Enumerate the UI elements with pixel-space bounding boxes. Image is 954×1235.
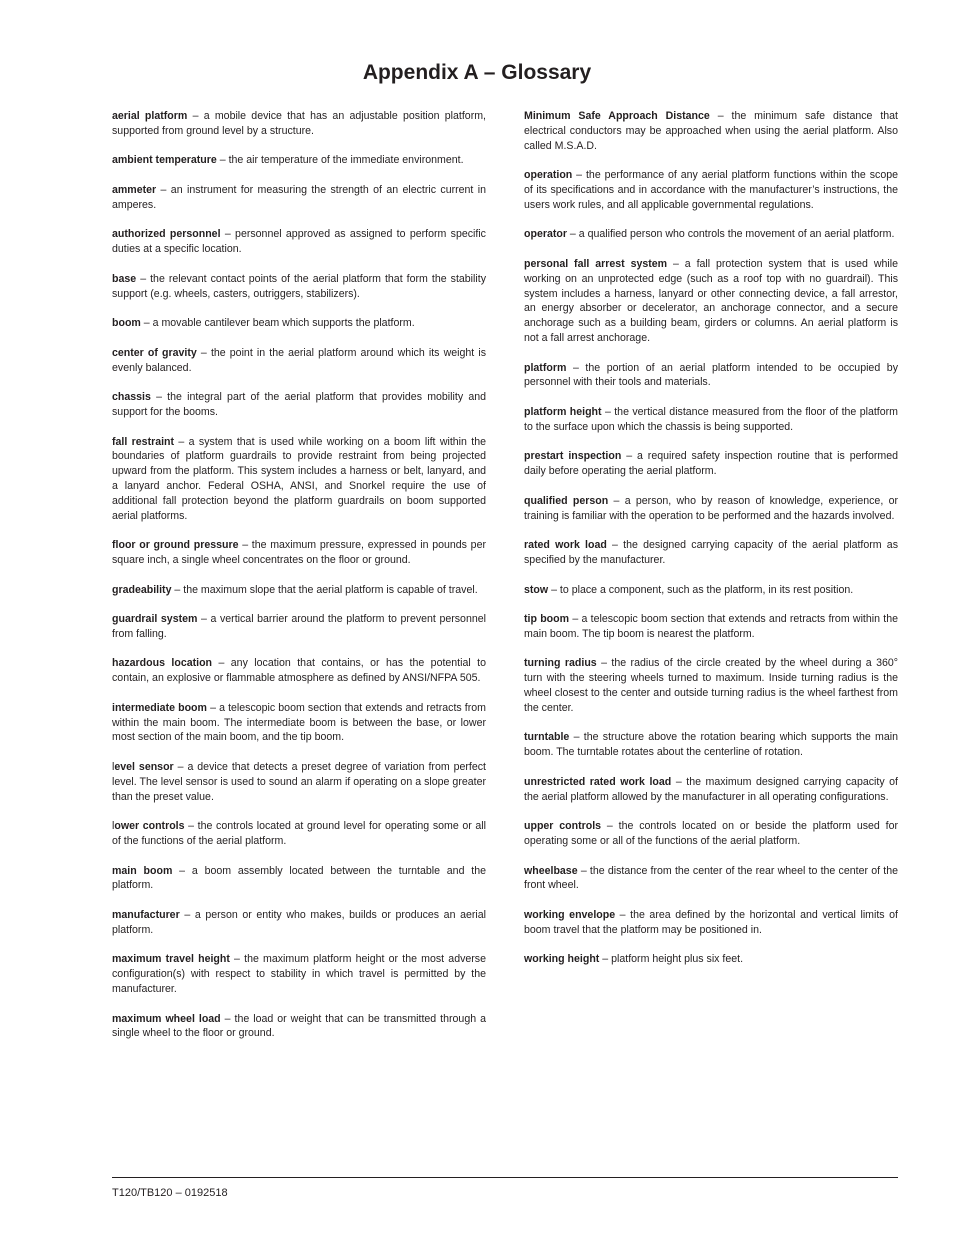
glossary-definition: – an instrument for measuring the strength of an electric current in amperes. <box>112 183 486 211</box>
footer-document-number: T120/TB120 – 0192518 <box>112 1187 228 1199</box>
glossary-entry <box>524 227 898 242</box>
glossary-term: ambient temperature <box>112 154 217 167</box>
glossary-definition: – platform height plus six feet. <box>599 953 744 966</box>
glossary-definition: – a system that is used while working on a boom lift within the boundaries of platform guardrails to provide restraint from being projected upward from the platform. This system includes a harness or belt, lanyard, and a lanyard anchor. Federal OSHA, ANSI, and Snorkel require the use of additional fall protection beyond the platform guardrails on boom supported aerial platforms. <box>112 435 486 522</box>
glossary-term: rated work load <box>524 539 607 552</box>
glossary-term: qualified person <box>524 494 609 507</box>
glossary-entry <box>112 760 486 804</box>
glossary-entry <box>112 346 486 376</box>
glossary-entry <box>524 494 898 524</box>
glossary-term: intermediate boom <box>112 701 207 714</box>
glossary-definition: – the maximum slope that the aerial platform is capable of travel. <box>171 583 478 596</box>
glossary-term: ammeter <box>112 183 157 196</box>
glossary-definition: – the controls located at ground level for operating some or all of the functions of the aerial platform. <box>112 820 486 848</box>
glossary-entry <box>524 583 898 598</box>
glossary-entry <box>524 730 898 760</box>
glossary-term: personal fall arrest system <box>524 257 668 270</box>
glossary-definition: – a qualified person who controls the movement of an aerial platform. <box>566 228 895 241</box>
glossary-entry <box>112 390 486 420</box>
glossary-entry <box>112 538 486 568</box>
glossary-definition: – a movable cantilever beam which supports the platform. <box>140 317 415 330</box>
glossary-entry <box>524 775 898 805</box>
glossary-term: ower controls <box>114 820 185 833</box>
glossary-definition: – the controls located on or beside the platform used for operating some or all of the functions of the aerial platform. <box>524 820 899 848</box>
glossary-entry <box>112 656 486 686</box>
glossary-entry <box>524 449 898 479</box>
glossary-term: hazardous location <box>112 657 213 670</box>
glossary-entry <box>524 908 898 938</box>
glossary-entry <box>524 864 898 894</box>
glossary-entry <box>524 538 898 568</box>
glossary-entry <box>524 257 898 346</box>
glossary-term: evel sensor <box>114 761 174 774</box>
glossary-term: turntable <box>524 731 570 744</box>
glossary-definition: – the portion of an aerial platform intended to be occupied by personnel with their tools and materials. <box>524 361 898 389</box>
glossary-entry <box>112 272 486 302</box>
glossary-term: fall restraint <box>112 435 175 448</box>
glossary-definition: – the maximum platform height or the most adverse configuration(s) with respect to stability in which travel is permitted by the manufacturer. <box>112 953 486 996</box>
glossary-definition: – a person or entity who makes, builds or produces an aerial platform. <box>112 909 486 936</box>
glossary-term: turning radius <box>524 657 597 670</box>
glossary-entry <box>112 701 486 745</box>
glossary-entry <box>112 864 486 894</box>
glossary-definition: – the distance from the center of the rear wheel to the center of the front wheel. <box>524 864 898 892</box>
glossary-entry <box>524 405 898 435</box>
glossary-entry <box>112 153 486 168</box>
glossary-term-prefix: l <box>112 820 115 833</box>
glossary-definition: – any location that contains, or has the potential to contain, an explosive or flammable atmosphere as defined by ANSI/NFPA 505. <box>112 657 486 685</box>
glossary-column-left <box>112 109 486 1056</box>
glossary-term: chassis <box>112 391 151 404</box>
glossary-definition: – the air temperature of the immediate environment. <box>216 154 464 167</box>
glossary-definition: – a person, who by reason of knowledge, experience, or training is familiar with the operation to be performed and the hazards involved. <box>524 494 898 522</box>
page-title: Appendix A – Glossary <box>362 61 592 84</box>
glossary-definition: – the point in the aerial platform around which its weight is evenly balanced. <box>112 346 486 374</box>
glossary-term: authorized personnel <box>112 228 221 241</box>
glossary-definition: – the relevant contact points of the aerial platform that form the stability support (e.g. wheels, casters, outriggers, stabilizers). <box>112 272 486 300</box>
glossary-term: operation <box>524 169 573 182</box>
glossary-term: manufacturer <box>112 909 180 922</box>
glossary-term: prestart inspection <box>524 450 622 463</box>
glossary-entry <box>112 908 486 938</box>
glossary-term: platform <box>524 361 567 374</box>
glossary-term: maximum wheel load <box>112 1012 221 1025</box>
glossary-term: aerial platform <box>112 110 188 122</box>
glossary-term-prefix: l <box>112 761 115 774</box>
glossary-entry <box>112 227 486 257</box>
glossary-definition: – personnel approved as assigned to perform specific duties at a specific location. <box>112 228 486 256</box>
glossary-term: main boom <box>112 864 173 877</box>
glossary-term: gradeability <box>112 583 172 596</box>
glossary-term: floor or ground pressure <box>112 539 239 552</box>
glossary-term: boom <box>112 317 141 330</box>
glossary-definition: – a boom assembly located between the turntable and the platform. <box>112 864 486 892</box>
glossary-entry <box>524 168 898 212</box>
glossary-entry <box>112 109 486 139</box>
glossary-entry <box>524 952 898 967</box>
glossary-term: unrestricted rated work load <box>524 775 672 788</box>
glossary-definition: – a vertical barrier around the platform to prevent personnel from falling. <box>112 613 486 640</box>
glossary-definition: – the load or weight that can be transmitted through a single wheel to the floor or ground. <box>112 1012 486 1040</box>
glossary-entry <box>112 435 486 524</box>
glossary-entry <box>524 361 898 391</box>
glossary-definition: – a required safety inspection routine that is performed daily before operating the aerial platform. <box>524 450 898 478</box>
glossary-definition: – a telescopic boom section that extends and retracts from within the main boom. The intermediate boom is between the base, or lower most section of the main boom, and the tip boom. <box>112 701 486 744</box>
glossary-term: operator <box>524 228 567 241</box>
glossary-term: stow <box>524 583 549 596</box>
glossary-entry <box>112 1012 486 1042</box>
glossary-definition: – to place a component, such as the platform, in its rest position. <box>548 583 854 596</box>
glossary-entry <box>524 109 898 153</box>
glossary-definition: – the performance of any aerial platform functions within the scope of its specifications and in accordance with the manufacturer’s instructions, the users work rules, and all applicable governmental regulations. <box>524 169 898 211</box>
glossary-entry <box>112 952 486 996</box>
glossary-definition: – a fall protection system that is used while working on an unprotected edge (such as a roof top with no guardrail). This system includes a harness, lanyard or other connecting device, a fall arrestor, an energy absorber or decelerator, an anchorage connector, and a secure anchorage such as a building beam, girders or columns. An aerial platform is not a fall arrest anchorage. <box>524 257 898 344</box>
glossary-entry <box>112 819 486 849</box>
glossary-definition: – the maximum designed carrying capacity of the aerial platform allowed by the manufacturer in all operating configurations. <box>524 775 898 803</box>
glossary-definition: – the structure above the rotation bearing which supports the main boom. The turntable rotates about the centerline of rotation. <box>524 731 898 759</box>
glossary-term: platform height <box>524 405 602 418</box>
glossary-definition: – the designed carrying capacity of the aerial platform as specified by the manufacturer. <box>524 539 898 566</box>
glossary-term: wheelbase <box>524 864 578 877</box>
glossary-term: center of gravity <box>112 346 197 359</box>
glossary-term: maximum travel height <box>112 953 230 966</box>
glossary-definition: – the vertical distance measured from the floor of the platform to the surface upon which the chassis is being supported. <box>524 405 898 433</box>
glossary-definition: – the radius of the circle created by the wheel during a 360° turn with the steering wheels turned to maximum. Inside turning radius is the wheel closest to the center and outside turning radius is the wheel farthest from the center. <box>524 657 898 714</box>
glossary-definition: – a mobile device that has an adjustable position platform, supported from ground level by a structure. <box>112 110 486 137</box>
glossary-definition: – a telescopic boom section that extends and retracts from within the main boom. The tip boom is nearest the platform. <box>524 613 898 640</box>
glossary-entry <box>524 819 898 849</box>
footer-divider <box>112 1177 898 1178</box>
glossary-definition: – a device that detects a preset degree of variation from perfect level. The level sensor is used to sound an alarm if operating on a slope greater than the preset value. <box>112 761 486 803</box>
glossary-term: tip boom <box>524 613 570 626</box>
glossary-definition: – the integral part of the aerial platform that provides mobility and support for the booms. <box>112 391 486 418</box>
glossary-definition: – the area defined by the horizontal and vertical limits of boom travel that the platform may be positioned in. <box>524 909 898 936</box>
glossary-definition: – the maximum pressure, expressed in pounds per square inch, a single wheel concentrates on the floor or ground. <box>112 539 486 566</box>
glossary-term: working envelope <box>524 909 616 922</box>
glossary-entry <box>112 612 486 642</box>
glossary-column-right <box>524 109 898 982</box>
glossary-term: base <box>112 272 137 285</box>
glossary-entry <box>112 183 486 213</box>
glossary-entry <box>524 656 898 715</box>
glossary-definition: – the minimum safe distance that electrical conductors may be approached when using the aerial platform. Also called M.S.A.D. <box>524 110 898 152</box>
glossary-entry <box>112 316 486 331</box>
glossary-entry <box>112 583 486 598</box>
glossary-term: working height <box>524 953 600 966</box>
glossary-term: Minimum Safe Approach Distance <box>524 110 710 122</box>
glossary-term: guardrail system <box>112 613 198 626</box>
glossary-entry <box>524 612 898 642</box>
glossary-term: upper controls <box>524 820 602 833</box>
